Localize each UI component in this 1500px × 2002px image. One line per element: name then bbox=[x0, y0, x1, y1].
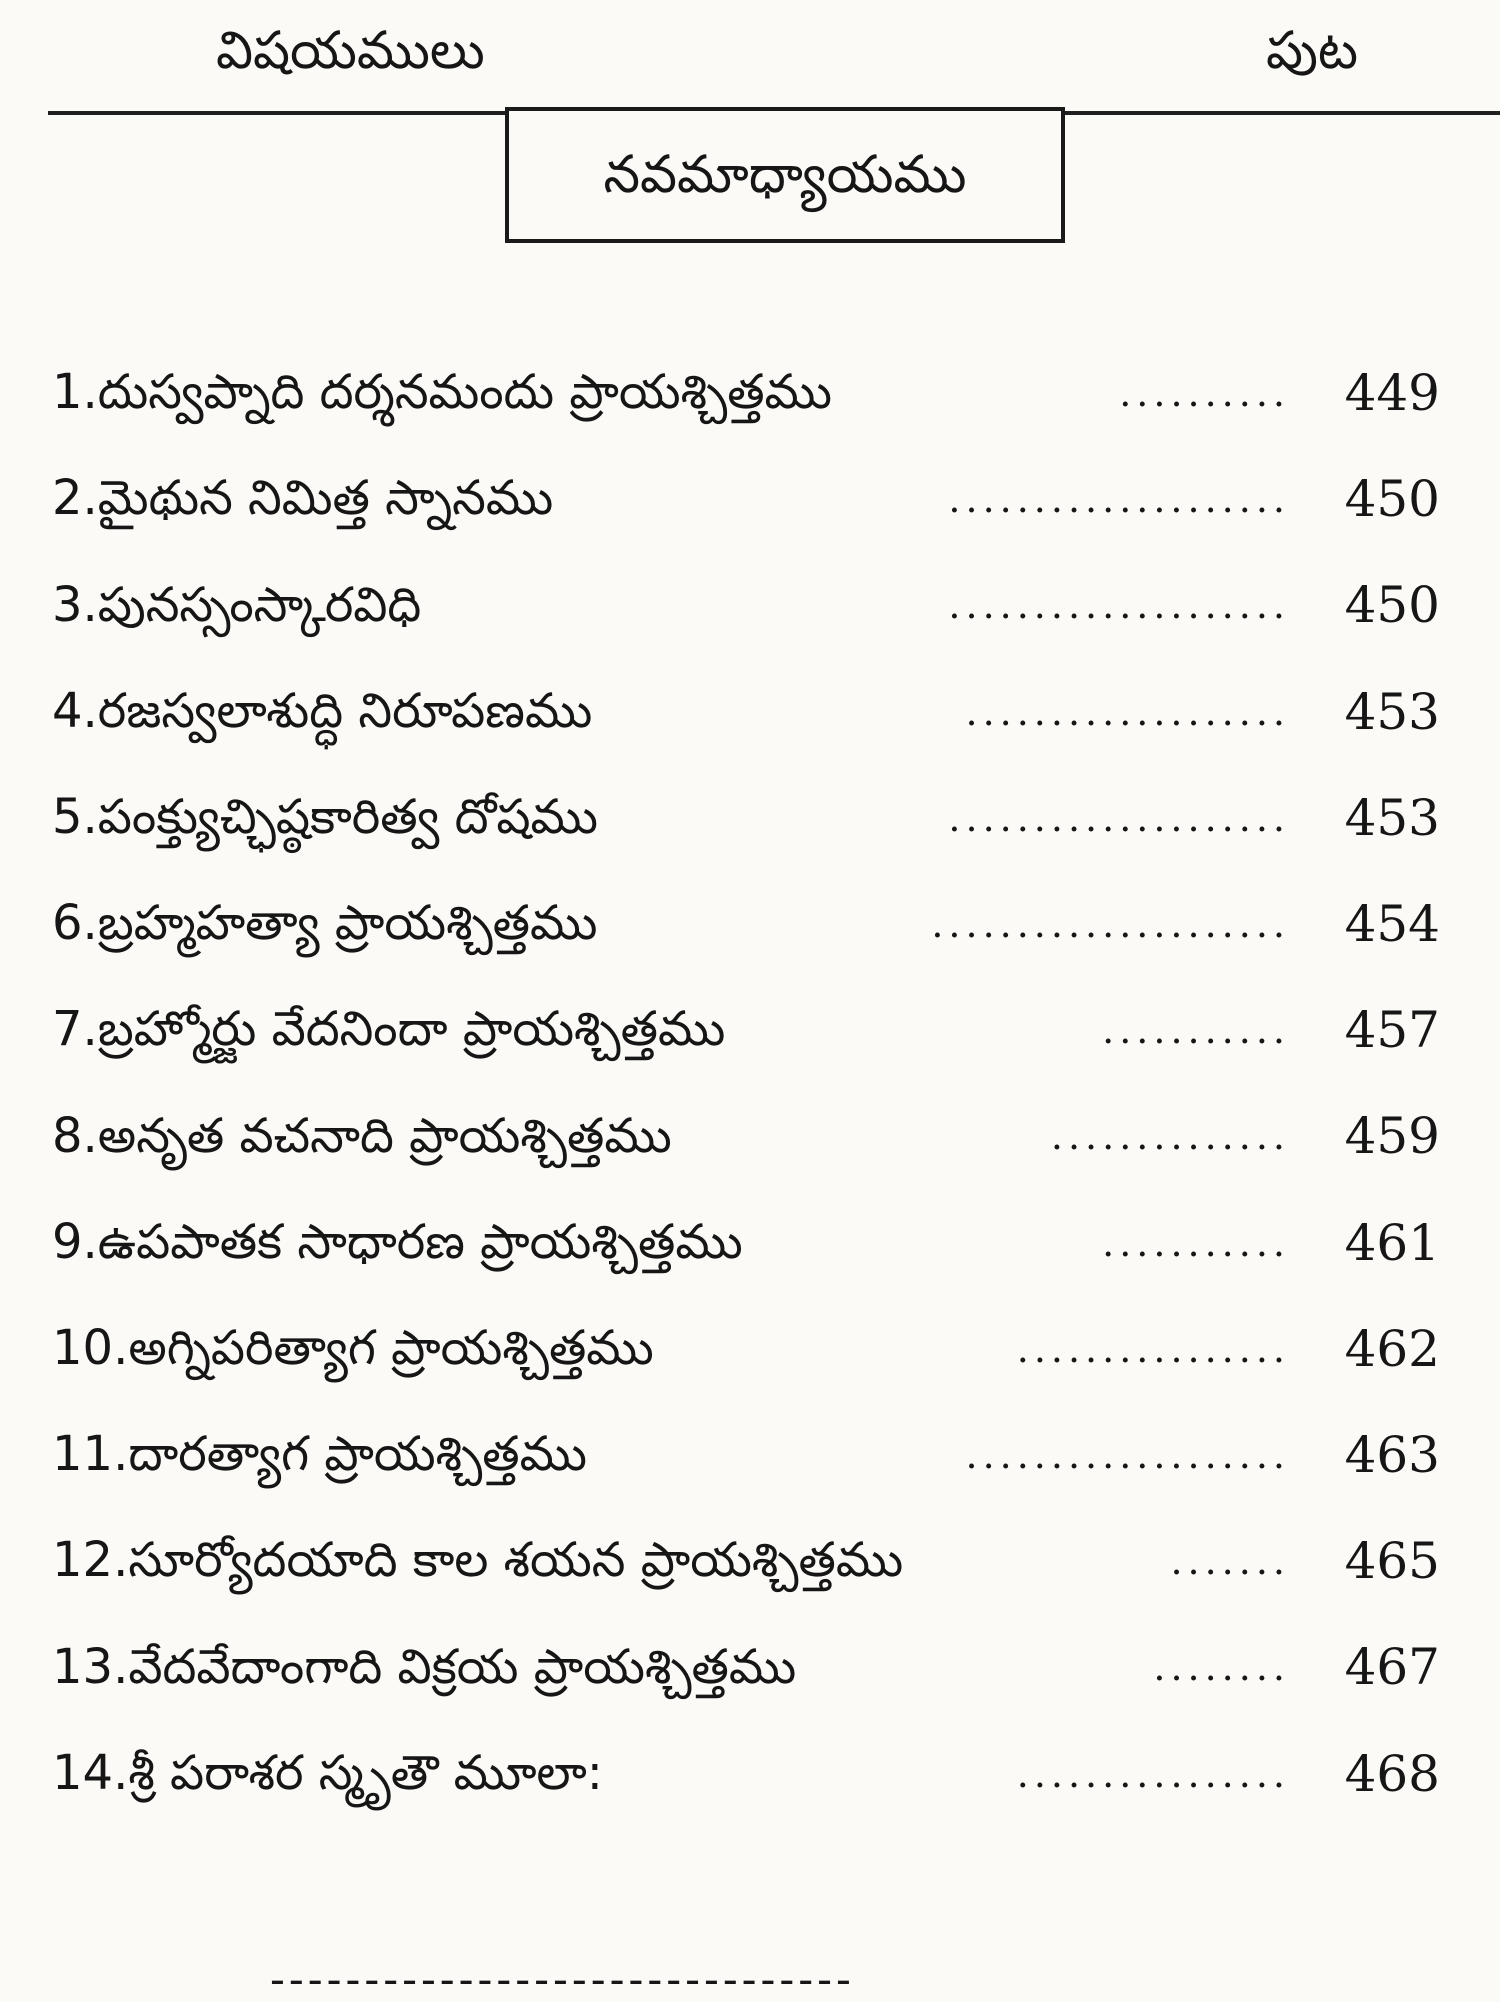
toc-row-10 bbox=[52, 1296, 1440, 1402]
toc-page-number: 459 bbox=[1344, 1107, 1440, 1166]
toc-leader: .......... bbox=[1119, 371, 1290, 416]
toc-page-number: 453 bbox=[1344, 788, 1440, 847]
toc-row-11 bbox=[52, 1402, 1440, 1508]
toc-page-number: 454 bbox=[1344, 895, 1440, 954]
page-header bbox=[48, 0, 1500, 120]
toc-row-8 bbox=[52, 1083, 1440, 1189]
toc-row-13 bbox=[52, 1614, 1440, 1720]
contents-heading: విషయములు bbox=[216, 21, 485, 81]
toc-label: 13.వేదవేదాంగాది విక్రయ ప్రాయశ్చిత్తము bbox=[52, 1638, 797, 1695]
toc-page-number: 465 bbox=[1344, 1532, 1440, 1591]
toc-label: 11.దారత్యాగ ప్రాయశ్చిత్తము bbox=[52, 1426, 587, 1483]
toc-leader: ................... bbox=[965, 1432, 1290, 1477]
toc-row-9 bbox=[52, 1190, 1440, 1296]
toc-label: 9.ఉపపాతక సాధారణ ప్రాయశ్చిత్తము bbox=[52, 1213, 743, 1270]
toc-label: 12.సూర్యోదయాది కాల శయన ప్రాయశ్చిత్తము bbox=[52, 1532, 904, 1589]
toc-row-4 bbox=[52, 659, 1440, 765]
toc-page-number: 461 bbox=[1344, 1213, 1440, 1272]
page-heading: పుట bbox=[1266, 21, 1359, 81]
table-of-contents bbox=[52, 340, 1440, 1827]
chapter-box bbox=[505, 107, 1065, 243]
toc-page-number: 457 bbox=[1344, 1001, 1440, 1060]
toc-leader: ................ bbox=[1016, 1326, 1290, 1371]
toc-label: 8.అనృత వచనాది ప్రాయశ్చిత్తము bbox=[52, 1107, 672, 1164]
toc-label: 3.పునస్సంస్కారవిధి bbox=[52, 576, 422, 633]
chapter-title: నవమాధ్యాయము bbox=[603, 144, 967, 205]
toc-label: 6.బ్రహ్మహత్యా ప్రాయశ్చిత్తము bbox=[52, 895, 598, 952]
toc-row-12 bbox=[52, 1508, 1440, 1614]
toc-label: 1.దుస్వప్నాది దర్శనమందు ప్రాయశ్చిత్తము bbox=[52, 364, 832, 421]
toc-row-5 bbox=[52, 765, 1440, 871]
footer-separator: ------------------------------- bbox=[270, 1958, 855, 2002]
toc-label: 14.శ్రీ పరాశర స్మృతౌ మూలా: bbox=[52, 1744, 603, 1801]
toc-row-6 bbox=[52, 871, 1440, 977]
toc-leader: .................... bbox=[948, 477, 1290, 522]
toc-leader: .............. bbox=[1050, 1114, 1290, 1159]
toc-page-number: 467 bbox=[1344, 1638, 1440, 1697]
toc-page-number: 450 bbox=[1344, 576, 1440, 635]
toc-row-2 bbox=[52, 446, 1440, 552]
toc-leader: ................... bbox=[965, 689, 1290, 734]
toc-page-number: 462 bbox=[1344, 1319, 1440, 1378]
toc-page-number: 468 bbox=[1344, 1744, 1440, 1803]
toc-row-3 bbox=[52, 552, 1440, 658]
toc-label: 10.అగ్నిపరిత్యాగ ప్రాయశ్చిత్తము bbox=[52, 1319, 654, 1376]
toc-page-number: 450 bbox=[1344, 470, 1440, 529]
toc-leader: ................ bbox=[1016, 1751, 1290, 1796]
toc-leader: ....... bbox=[1170, 1539, 1290, 1584]
toc-row-1 bbox=[52, 340, 1440, 446]
toc-row-7 bbox=[52, 977, 1440, 1083]
toc-leader: ........... bbox=[1102, 1008, 1290, 1053]
toc-page-number: 463 bbox=[1344, 1425, 1440, 1484]
toc-page-number: 453 bbox=[1344, 682, 1440, 741]
toc-label: 5.పంక్త్యుచ్ఛిష్ఠకారిత్వ దోషము bbox=[52, 789, 598, 846]
toc-leader: .................... bbox=[948, 583, 1290, 628]
toc-label: 7.బ్రహ్మోర్జు వేదనిందా ప్రాయశ్చిత్తము bbox=[52, 1001, 726, 1058]
toc-leader: ........ bbox=[1153, 1645, 1290, 1690]
toc-label: 2.మైథున నిమిత్త స్నానము bbox=[52, 470, 554, 527]
toc-label: 4.రజస్వలాశుద్ధి నిరూపణము bbox=[52, 682, 593, 739]
toc-leader: ..................... bbox=[931, 902, 1290, 947]
toc-row-14 bbox=[52, 1720, 1440, 1826]
toc-leader: .................... bbox=[948, 795, 1290, 840]
toc-page-number: 449 bbox=[1344, 364, 1440, 423]
toc-leader: ........... bbox=[1102, 1220, 1290, 1265]
